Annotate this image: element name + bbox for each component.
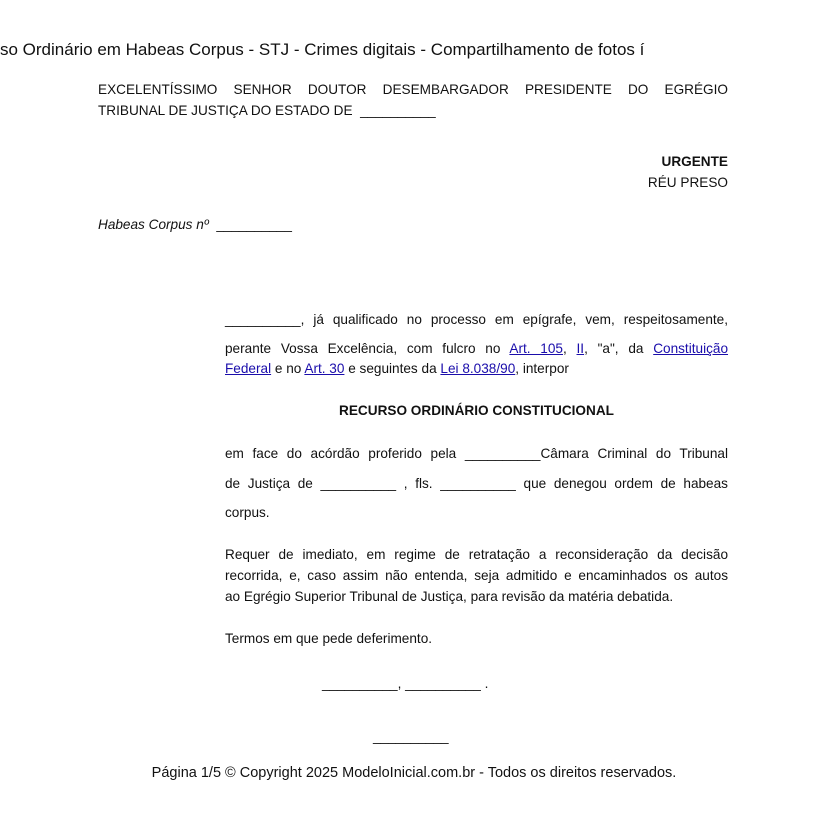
place-date-line: __________, __________ .: [322, 676, 489, 691]
party-name-blank: __________: [225, 312, 301, 327]
intro-line-1: __________, já qualificado no processo em epígrafe, vem, respeitosamente,: [225, 312, 728, 327]
document-header-title: so Ordinário em Habeas Corpus - STJ - Crimes digitais - Compartilhamento de fotos í: [0, 40, 645, 59]
camara-blank: __________: [464, 446, 541, 461]
address-line-1: EXCELENTÍSSIMO SENHOR DOUTOR DESEMBARGADOR PRESIDENTE DO EGRÉGIO: [98, 82, 728, 97]
acordao-line-2: de Justiça de __________ , fls. __________ que denegou ordem de habeas: [225, 476, 728, 491]
prisoner-flag: RÉU PRESO: [647, 175, 728, 190]
case-number-blank: __________: [216, 217, 292, 232]
request-line-2: recorrida, e, caso assim não entenda, seja admitido e encaminhados os autos: [225, 568, 728, 583]
folhas-blank: __________: [440, 476, 516, 491]
intro-line-2: perante Vossa Excelência, com fulcro no Art. 105, II, "a", da Constituição: [225, 341, 729, 356]
intro-line-3: Federal e no Art. 30 e seguintes da Lei 8.038/90, interpor: [225, 361, 569, 376]
acordao-line-3: corpus.: [225, 505, 270, 520]
link-constituicao[interactable]: Constituição: [653, 341, 729, 356]
link-art-105[interactable]: Art. 105: [509, 341, 563, 356]
date-blank: __________: [405, 676, 481, 691]
link-federal[interactable]: Federal: [225, 361, 272, 376]
comarca-blank: __________: [320, 476, 397, 491]
link-inciso-ii[interactable]: II: [576, 341, 585, 356]
closing-text: Termos em que pede deferimento.: [225, 631, 433, 646]
link-art-30[interactable]: Art. 30: [304, 361, 345, 376]
case-number: Habeas Corpus nº __________: [98, 217, 292, 232]
link-lei-8038[interactable]: Lei 8.038/90: [440, 361, 516, 376]
urgent-flag: URGENTE: [661, 154, 728, 169]
request-line-3: ao Egrégio Superior Tribunal de Justiça, para revisão da matéria debatida.: [225, 589, 674, 604]
acordao-line-1: em face do acórdão proferido pela __________Câmara Criminal do Tribunal: [225, 446, 729, 461]
request-line-1: Requer de imediato, em regime de retratação a reconsideração da decisão: [225, 547, 728, 562]
page-footer: Página 1/5 © Copyright 2025 ModeloInicial.com.br - Todos os direitos reservados.: [151, 765, 677, 781]
section-title: RECURSO ORDINÁRIO CONSTITUCIONAL: [339, 403, 614, 418]
signature-blank: __________: [373, 729, 449, 744]
address-line-2: TRIBUNAL DE JUSTIÇA DO ESTADO DE __________: [98, 103, 436, 118]
place-blank: __________: [322, 676, 398, 691]
state-blank: __________: [360, 103, 436, 118]
